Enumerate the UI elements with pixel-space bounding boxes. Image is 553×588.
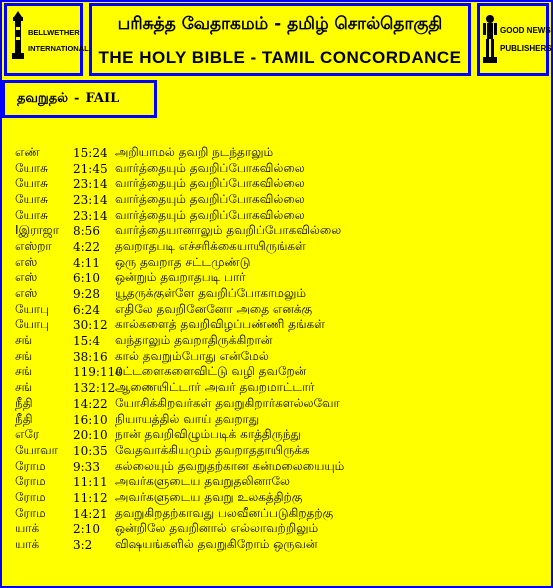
entry-book: சங் [15,348,33,363]
entry-ref: 2:10 [73,522,100,537]
entry-text: கால்களைத் தவறிவிழப்பண்ணி தங்கள் [115,317,325,332]
entry-book: எஸ்றா [15,238,52,253]
bellwether-logo-icon [9,9,89,71]
concordance-row [15,412,344,428]
concordance-row [15,380,344,396]
entry-text: வார்த்தையும் தவறிப்போகவில்லை [115,176,305,191]
entry-book: யோசு [15,191,48,206]
headword-tamil: தவறுதல் [17,91,69,106]
entry-book: யாக் [15,537,40,552]
entry-book: யோசு [15,176,48,191]
title-tamil: பரிசுத்த வேதாகமம் - தமிழ் சொல்தொகுதி [117,14,443,34]
entry-book: எஸ் [15,270,38,285]
concordance-row [15,333,344,349]
entry-ref: 16:10 [73,412,108,427]
concordance-list [15,145,344,553]
title-banner [89,3,471,76]
concordance-row [15,271,344,287]
entry-text: கல்லையும் தவறுதற்கான கன்மலையையும் [115,458,345,473]
entry-text: யூதருக்குள்ளே தவறிப்போகாமலும் [115,286,306,301]
concordance-row [15,208,344,224]
entry-book: சங் [15,333,33,348]
entry-ref: 119:110 [73,365,123,380]
entry-ref: 30:12 [73,318,108,333]
entry-ref: 10:35 [73,443,108,458]
entry-text: வந்தாலும் தவறாதிருக்கிறான் [115,333,273,348]
entry-text: ஒரு தவறாத சட்டமுண்டு [115,254,251,269]
entry-text: ஒன்றிலே தவறினால் எல்லாவற்றிலும் [115,521,319,536]
entry-text: வேதவாக்கியமும் தவறாததாயிருக்க [115,442,310,457]
entry-ref: 132:12 [73,381,116,396]
entry-book: யோசு [15,207,48,222]
entry-ref: 38:16 [73,349,108,364]
entry-text: அவர்களுடைய தவறுதலினாலே [115,474,291,489]
entry-book: யோசு [15,160,48,175]
entry-ref: 11:11 [73,475,108,490]
concordance-row [15,427,344,443]
entry-book: யோவா [15,442,58,457]
entry-text: நியாயத்தில் வாய் தவறாது [115,411,260,426]
entry-text: வார்த்தையானாலும் தவறிப்போகவில்லை [115,223,342,238]
entry-text: நான் தவறிவிழும்படிக் காத்திருந்து [115,427,301,442]
entry-ref: 9:33 [73,459,100,474]
title-english: THE HOLY BIBLE - TAMIL CONCORDANCE [98,48,462,67]
concordance-row [15,443,344,459]
entry-book: ரோம [15,489,46,504]
entry-ref: 23:14 [73,192,108,207]
entry-text: விஷயங்களில் தவறுகிறோம் ஒருவன் [115,537,318,552]
concordance-row [15,176,344,192]
svg-text:PUBLISHERS: PUBLISHERS [500,43,552,53]
concordance-row [15,522,344,538]
entry-text: ஒன்றும் தவறாதபடி பார் [115,270,246,285]
entry-ref: 21:45 [73,161,108,176]
concordance-row [15,459,344,475]
concordance-row [15,474,344,490]
entry-book: ரோம [15,505,46,520]
entry-book: யோபு [15,301,50,316]
headword [17,91,119,107]
svg-text:INTERNATIONAL: INTERNATIONAL [27,43,89,53]
entry-book: எஸ் [15,254,38,269]
entry-book: சங் [15,364,33,379]
concordance-row [15,255,344,271]
entry-book: யோபு [15,317,50,332]
entry-ref: 23:14 [73,208,108,223]
entry-book: எரே [15,427,40,442]
entry-ref: 11:12 [73,490,108,505]
svg-text:BELLWETHER: BELLWETHER [27,27,80,37]
publisher-logo-right [477,3,552,76]
entry-ref: 23:14 [73,177,108,192]
entry-ref: 3:2 [73,538,93,553]
svg-text:GOOD NEWS: GOOD NEWS [500,25,551,35]
entry-text: அவர்களுடைய தவறு உலகத்திற்கு [115,489,303,504]
entry-text: தவறுகிறதற்காவது பலவீனப்படுகிறதற்கு [115,505,334,520]
entry-ref: 15:24 [73,145,108,160]
entry-book: சங் [15,380,33,395]
concordance-row [15,506,344,522]
entry-ref: 15:4 [73,334,100,349]
entry-book: ரோம [15,458,46,473]
entry-ref: 6:24 [73,302,100,317]
entry-ref: 20:10 [73,428,108,443]
entry-book: Iஇராஜா [15,223,59,238]
concordance-row [15,145,344,161]
entry-text: அறியாமல் தவறி நடந்தாலும் [115,144,274,159]
entry-text: யோசிக்கிறவர்கள் தவறுகிறார்களல்லவோ [115,395,340,410]
entry-ref: 14:22 [73,396,108,411]
concordance-row [15,318,344,334]
publisher-logo-left [4,3,89,76]
concordance-row [15,537,344,553]
headword-box [2,80,157,118]
concordance-row [15,192,344,208]
entry-text: எதிலே தவறினேனோ அதை எனக்கு [115,301,313,316]
entry-book: எஸ் [15,286,38,301]
entry-text: வார்த்தையும் தவறிப்போகவில்லை [115,191,305,206]
concordance-row [15,490,344,506]
concordance-row [15,396,344,412]
entry-book: யாக் [15,521,40,536]
concordance-row [15,349,344,365]
entry-text: கட்டளைகளைவிட்டு வழி தவறேன் [115,364,307,379]
concordance-row [15,223,344,239]
entry-book: நீதி [15,395,33,410]
entry-ref: 8:56 [73,224,100,239]
entry-ref: 9:28 [73,287,100,302]
concordance-row [15,286,344,302]
entry-book: நீதி [15,411,33,426]
concordance-row [15,302,344,318]
concordance-row [15,239,344,255]
entry-text: கால் தவறும்போது என்மேல் [115,348,269,363]
entry-text: வார்த்தையும் தவறிப்போகவில்லை [115,160,305,175]
entry-text: தவறாதபடி எச்சரிக்கையாயிருங்கள் [115,238,306,253]
entry-ref: 4:11 [73,255,100,270]
headword-english: FAIL [85,91,120,106]
entry-text: ஆணையிட்டார் அவர் தவறமாட்டார் [115,380,315,395]
concordance-row [15,365,344,381]
entry-ref: 14:21 [73,506,108,521]
headword-separator: - [74,91,80,106]
concordance-row [15,161,344,177]
entry-ref: 4:22 [73,239,100,254]
entry-ref: 6:10 [73,271,100,286]
entry-book: எண் [15,144,40,159]
entry-book: ரோம [15,474,46,489]
good-news-logo-icon [481,9,552,71]
entry-text: வார்த்தையும் தவறிப்போகவில்லை [115,207,305,222]
